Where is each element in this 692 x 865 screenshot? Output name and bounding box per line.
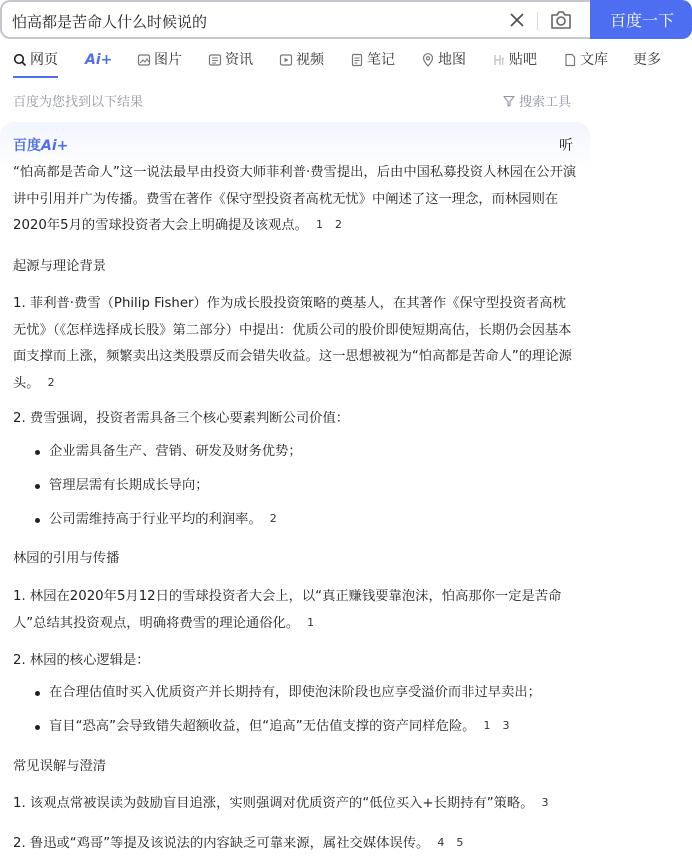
citation-badge[interactable]: 2 [334, 218, 342, 231]
note-icon [350, 53, 364, 67]
bullet-text: 企业需具备生产、营销、研发及财务优势； [49, 444, 302, 459]
bullet-item [33, 717, 578, 737]
tab-notes[interactable] [350, 48, 395, 78]
divider [537, 12, 538, 30]
listen-button[interactable]: 听 [559, 138, 573, 154]
tab-map[interactable] [421, 48, 466, 78]
citation-badge[interactable]: 5 [456, 836, 464, 849]
tab-more[interactable] [633, 48, 661, 78]
tab-images[interactable] [137, 48, 182, 78]
baidu-ai-logo [13, 135, 68, 155]
tab-news[interactable] [208, 48, 253, 78]
item-text: 2. 鲁迅或“鸡哥”等提及该说法的内容缺乏可靠来源，属社交媒体误传。 [13, 836, 430, 851]
result-count: 百度为您找到以下结果 [13, 95, 144, 110]
item-text: 1. 该观点常被误读为鼓励盲目追涨，实则强调对优质资产的“低位买入+长期持有”策略。 [13, 796, 534, 811]
image-icon [137, 53, 151, 67]
section-title: 林园的引用与传播 [13, 551, 120, 566]
ai-icon: Ai+ [85, 52, 113, 68]
citation-badge[interactable]: 2 [47, 375, 55, 389]
ai-answer-card [0, 122, 590, 865]
list-item [13, 291, 578, 397]
camera-icon[interactable] [549, 9, 573, 31]
citation-badge[interactable]: 3 [502, 719, 510, 732]
bullet-item [33, 442, 578, 462]
map-pin-icon [421, 53, 435, 67]
citation-badge[interactable]: 3 [541, 796, 549, 809]
close-icon[interactable] [507, 10, 527, 30]
document-icon [563, 53, 577, 67]
news-icon [208, 53, 222, 67]
tab-video[interactable] [279, 48, 324, 78]
tab-ai[interactable] [85, 48, 112, 78]
bullet-item [33, 683, 578, 703]
search-box[interactable] [0, 0, 590, 39]
tab-label: 贴吧 [509, 52, 537, 68]
citation-badge[interactable]: 4 [437, 836, 445, 849]
bullet-text: 管理层需有长期成长导向； [49, 478, 209, 493]
list-item [13, 834, 578, 854]
tieba-icon [492, 53, 506, 67]
citation-badge[interactable]: 1 [315, 218, 323, 231]
search-bar [0, 0, 692, 39]
section-title: 起源与理论背景 [13, 259, 107, 274]
ai-card-body [0, 122, 590, 865]
bullet-item [33, 510, 578, 530]
tab-label: 更多 [633, 52, 661, 68]
citation-badge[interactable]: 2 [269, 512, 277, 525]
tab-label: 笔记 [367, 52, 395, 68]
search-tools-button[interactable] [503, 91, 571, 110]
item-text: 1. 菲利普·费雪（Philip Fisher）作为成长股投资策略的奠基人，在其著作《保守型投资者高枕无忧》（《怎样选择成长股》第二部分）中提出：优质公司的股价即使短期高估，长期仍会因基本面支撑而上涨，频繁卖出这类股票反而会错失收益。这一思想被视为“怕高都是苦命人”的理论源头。 [13, 296, 572, 391]
bullet-item [33, 476, 578, 496]
intro-text: “怕高都是苦命人”这一说法最早由投资大师菲利普·费雪提出，后由中国私募投资人林园在公开演讲中引用并广为传播。费雪在著作《保守型投资者高枕无忧》中阐述了这一理念，而林园则在2020年5月的雪球投资者大会上明确提及该观点。 [13, 165, 577, 233]
citation-badge[interactable]: 1 [483, 719, 491, 732]
list-item: 2. 林园的核心逻辑是： [13, 653, 150, 668]
bullet-text: 盲目“恐高”会导致错失超额收益，但“追高”无估值支撑的资产同样危险。 [49, 719, 476, 734]
tab-label: 地图 [438, 52, 466, 68]
bullet-text: 在合理估值时买入优质资产并长期持有，即使泡沫阶段也应享受溢价而非过早卖出； [49, 685, 541, 700]
list-item [13, 584, 578, 637]
search-tabs [0, 48, 692, 78]
answer-intro [13, 160, 578, 240]
search-input[interactable] [12, 8, 492, 34]
tab-label: 资讯 [225, 52, 253, 68]
citation-badge[interactable]: 1 [307, 615, 315, 629]
tab-label: 网页 [30, 52, 58, 68]
search-button[interactable]: 百度一下 [590, 0, 692, 39]
list-item [13, 794, 578, 814]
filter-icon [503, 95, 515, 107]
list-item: 2. 费雪强调，投资者需具备三个核心要素判断公司价值： [13, 411, 350, 426]
tab-web[interactable] [13, 48, 58, 78]
brand-ai: Ai+ [41, 138, 69, 154]
tab-tieba[interactable] [492, 48, 537, 78]
search-icon [13, 53, 27, 67]
search-tools-label: 搜索工具 [519, 95, 572, 110]
section-title: 常见误解与澄清 [13, 759, 107, 774]
bullet-text: 公司需维持高于行业平均的利润率。 [49, 512, 262, 527]
tab-label: 图片 [154, 52, 182, 68]
brand-name: 百度 [13, 138, 41, 154]
tab-label: 文库 [580, 52, 608, 68]
item-text: 1. 林园在2020年5月12日的雪球投资者大会上，以“真正赚钱要靠泡沫，怕高那你一定是苦命人”总结其投资观点，明确将费雪的理论通俗化。 [13, 589, 562, 631]
tab-label: 视频 [296, 52, 324, 68]
tab-wenku[interactable] [563, 48, 608, 78]
video-icon [279, 53, 293, 67]
